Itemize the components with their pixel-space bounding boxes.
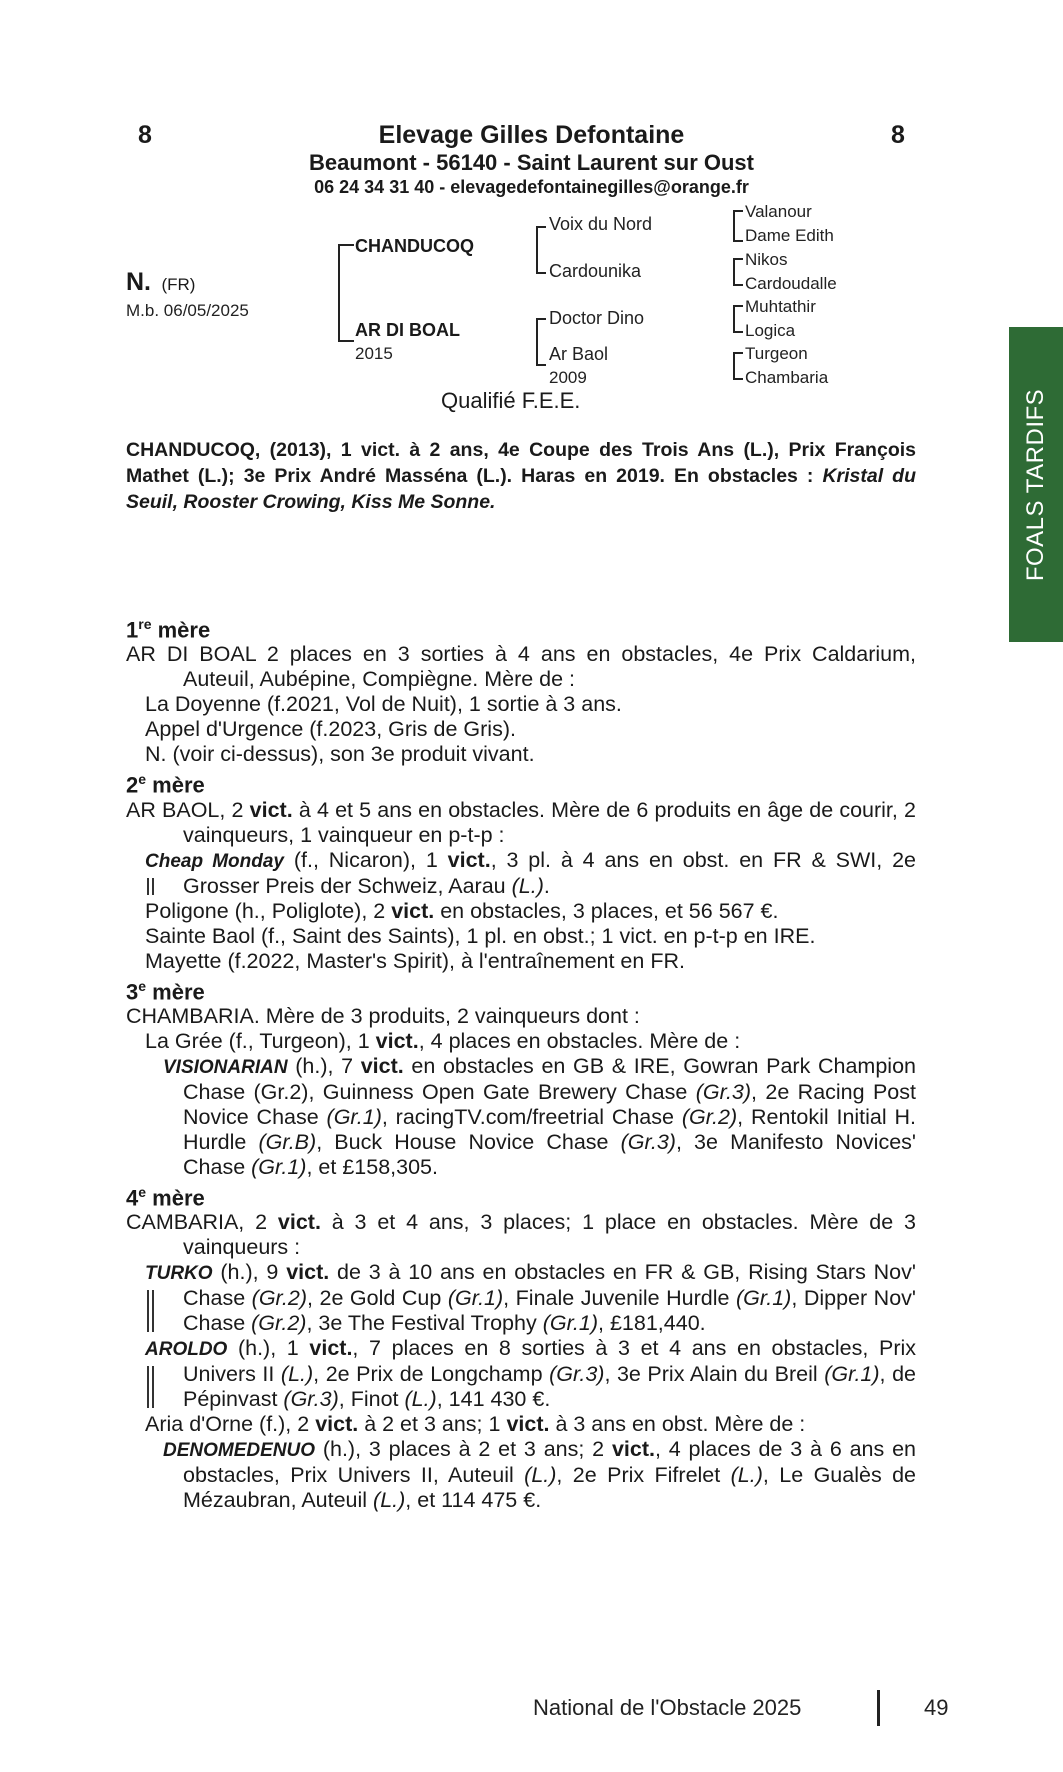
pedigree-g3-3: Nikos [745,250,788,269]
o-a: Aria d'Orne (f.), 2 [145,1412,316,1437]
g-i: , Rentokil Initial H. Hurdle [183,1104,916,1154]
dam2-heading [126,767,916,797]
a-c: , 7 places en 8 sorties à 3 et 4 ans en obstacles, Prix Univers II [183,1336,917,1387]
g-f: (Gr.1) [326,1104,382,1129]
pedigree-g3-8: Chambaria [745,368,829,387]
o-d: vict. [506,1412,550,1437]
horse-sex-dob: M.b. 06/05/2025 [126,301,249,320]
dam2-child-3: Sainte Baol (f., Saint des Saints), 1 pl. en obst.; 1 vict. en p-t-p en IRE. [145,923,816,948]
dam4-grandchild-denomedenuo [126,1437,916,1513]
dam2-text-a: AR BAOL, 2 [126,797,250,822]
dam3-child-1-a: La Grée (f., Turgeon), 1 [145,1028,376,1053]
sire-dam: Cardounika [549,261,642,281]
sire-summary-text: CHANDUCOQ, (2013), 1 vict. à 2 ans, 4e Coupe des Trois Ans (L.), Prix François Mathet (L.); 3e Prix André Masséna (L.). Haras en 2019. En obstacles : [126,439,916,487]
dam-year: 2015 [355,344,393,363]
dam3-child-1-c: , 4 places en obstacles. Mère de : [418,1028,741,1053]
t-g: , Finale Juvenile Hurdle [503,1286,736,1311]
dam2-child-1-name: Cheap Monday [145,850,284,872]
g-c: en obstacles en GB & IRE, Gowran Park Champion Chase (Gr.2), Guinness Open Gate Brewery Chase [183,1053,916,1104]
breeder-name: Elevage Gilles Defontaine [378,121,685,149]
dam3-heading [126,974,916,1004]
dam2-text-c: à 4 et 5 ans en obstacles. Mère de 6 produits en âge de courir, 2 vainqueurs, 1 vainqueur en p-t-p : [183,797,916,847]
aroldo-name: AROLDO [145,1339,228,1361]
breeder-contact: 06 24 34 31 40 - elevagedefontainegilles@orange.fr [314,177,749,197]
dam3-heading-sup: e [138,977,147,994]
g-g: , racingTV.com/freetrial Chase [381,1104,682,1129]
footer-title: National de l'Obstacle 2025 [533,1695,802,1720]
dam3-grandchild-1 [126,1054,916,1180]
dam4-child-aroldo [126,1336,916,1412]
t-c: de 3 à 10 ans en obstacles en FR & GB, Rising Stars Nov' Chase [183,1260,916,1311]
g-a: (h.), 7 [287,1053,361,1078]
dam4-text-a: CAMBARIA, 2 [126,1210,278,1235]
section-tab-label: FOALS TARDIFS [1022,388,1049,581]
t-m: , £181,440. [598,1311,706,1336]
d-a: (h.), 3 places à 2 et 3 ans; 2 [315,1437,612,1462]
t-i: , Dipper Nov' Chase [183,1286,917,1336]
a-j: (Gr.3) [283,1387,339,1412]
g-j: (Gr.B) [258,1129,317,1154]
g-n: (Gr.1) [251,1154,307,1179]
pedigree-bracket-1 [338,244,354,342]
footer-divider [877,1690,880,1726]
dam4-heading [126,1180,916,1210]
dam1-heading-word: mère [151,617,211,643]
sire-sire: Voix du Nord [549,214,653,234]
horse-country: (FR) [161,275,196,294]
g-o: , et £158,305. [306,1154,438,1179]
dam4-text [126,1210,916,1260]
d-i: , et 114 475 €. [405,1488,542,1513]
dam2-child-2-c: en obstacles, 3 places, et 56 567 €. [434,898,779,923]
pedigree-g3-4: Cardoudalle [745,274,837,293]
dam1-child-1: La Doyenne (f.2021, Vol de Nuit), 1 sortie à 3 ans. [145,692,622,717]
dam2-child-1-a: (f., Nicaron), 1 [284,847,448,872]
dam2-heading-word: mère [146,772,205,798]
dam2-child-4: Mayette (f.2022, Master's Spirit), à l'entraînement en FR. [145,948,685,973]
page-number: 49 [924,1695,949,1720]
dam2-child-2-a: Poligone (h., Poliglote), 2 [145,898,392,923]
d-g: , Le Gualès de Mézaubran, Auteuil [183,1463,917,1513]
dam2-child-1-d: (L.) [511,873,544,898]
dam3-child-1 [126,1029,916,1054]
a-i: , de Pépinvast [183,1362,916,1412]
denomedenuo-name: DENOMEDENUO [163,1440,316,1462]
pedigree-bracket-3d [733,352,743,380]
d-c: , 4 places de 3 à 6 ans en obstacles, Prix Univers II, Auteuil [183,1437,916,1488]
dam2-text-b: vict. [249,797,293,822]
dam2-child-2 [126,899,916,924]
breeder-address: Beaumont - 56140 - Saint Laurent sur Oust [309,150,754,175]
d-b: vict. [611,1437,655,1462]
pedigree-g3-5: Muhtathir [745,297,816,316]
g-b: vict. [360,1053,404,1078]
a-f: (Gr.3) [549,1362,605,1387]
o-b: vict. [315,1412,359,1437]
dam1-text: AR DI BOAL 2 places en 3 sorties à 4 ans en obstacles, 4e Prix Caldarium, Auteuil, Aubépine, Compiègne. Mère de : [126,642,916,692]
dam2-heading-num: 2 [126,772,139,798]
g-h: (Gr.2) [681,1104,738,1129]
dam3-grandchild-name: VISIONARIAN [163,1056,288,1078]
t-f: (Gr.1) [447,1286,504,1311]
dam3-text: CHAMBARIA. Mère de 3 produits, 2 vainqueurs dont : [126,1003,640,1028]
d-e: , 2e Prix Fifrelet [556,1463,731,1488]
dam4-heading-num: 4 [126,1185,139,1211]
pedigree-g3-1: Valanour [745,202,812,221]
horse-name: N. [126,268,151,296]
dam2-child-1-b: vict. [447,847,491,872]
a-k: , Finot [338,1387,405,1412]
family-section [126,612,916,1513]
t-a: (h.), 9 [212,1260,287,1285]
sire-summary [126,437,916,515]
dam2-text [126,798,916,848]
pedigree-g3-6: Logica [745,321,796,340]
a-a: (h.), 1 [227,1336,310,1361]
dam4-heading-word: mère [146,1185,205,1211]
pedigree-bracket-3c [733,305,743,333]
pedigree-g3-7: Turgeon [745,344,808,363]
lot-number-right: 8 [891,121,905,149]
o-e: à 3 ans en obst. Mère de : [549,1412,806,1437]
a-b: vict. [309,1336,353,1361]
a-h: (Gr.1) [824,1362,880,1387]
t-h: (Gr.1) [735,1286,792,1311]
dam2-heading-sup: e [138,771,147,788]
dam2-child-1 [126,848,916,899]
turko-name: TURKO [145,1263,213,1285]
a-l: (L.) [404,1387,437,1412]
lot-number-left: 8 [138,121,152,149]
dam2-child-2-b: vict. [391,898,435,923]
pedigree-g3-2: Dame Edith [745,226,834,245]
dam1-heading-sup: re [138,616,152,632]
horse-name-block [126,268,195,297]
g-l: (Gr.3) [620,1129,676,1154]
dam4-text-c: à 3 et 4 ans, 3 places; 1 place en obstacles. Mère de 3 vainqueurs : [183,1210,916,1260]
pedigree-bracket-3b [733,258,743,286]
o-c: à 2 et 3 ans; 1 [358,1412,507,1437]
dam1-child-2: Appel d'Urgence (f.2023, Gris de Gris). [145,717,516,742]
dam4-child-turko [126,1260,916,1336]
sire-name: CHANDUCOQ [355,236,474,256]
pedigree-bracket-3a [733,210,743,242]
sire-offspring: Kristal du Seuil, Rooster Crowing, Kiss Me Sonne. [126,465,916,513]
t-b: vict. [286,1260,330,1285]
dam4-text-b: vict. [277,1210,321,1235]
g-e: , 2e Racing Post Novice Chase [183,1079,916,1129]
dam2-child-1-c: , 3 pl. à 4 ans en obst. en FR & SWI, 2e Grosser Preis der Schweiz, Aarau [183,847,916,898]
dam4-heading-sup: e [138,1183,147,1200]
g-k: , Buck House Novice Chase [316,1129,621,1154]
pedigree-bracket-2a [536,226,546,274]
d-h: (L.) [373,1488,406,1513]
t-e: , 2e Gold Cup [307,1286,448,1311]
a-g: , 3e Prix Alain du Breil [604,1362,825,1387]
t-j: (Gr.2) [251,1311,307,1336]
dam2-child-1-e: . [543,873,550,898]
dam4-child-aria [126,1412,916,1437]
dam3-heading-num: 3 [126,978,139,1004]
dam-dam-year: 2009 [549,368,587,387]
g-m: , 3e Manifesto Novices' Chase [183,1129,917,1179]
a-d: (L.) [280,1362,314,1387]
t-l: (Gr.1) [542,1311,599,1336]
dam1-heading [126,612,916,642]
t-k: , 3e The Festival Trophy [306,1311,543,1336]
dam1-child-3: N. (voir ci-dessus), son 3e produit vivant. [145,742,535,767]
dam-sire: Doctor Dino [549,308,645,328]
d-f: (L.) [730,1463,763,1488]
qualified-label: Qualifié F.E.E. [441,388,581,413]
section-tab [1009,327,1063,642]
dam-name: AR DI BOAL [355,320,460,340]
t-d: (Gr.2) [251,1286,308,1311]
pedigree-bracket-2b [536,318,546,366]
a-m: , 141 430 €. [436,1387,551,1412]
a-e: , 2e Prix de Longchamp [313,1362,550,1387]
dam1-heading-num: 1 [126,617,139,643]
d-d: (L.) [524,1463,557,1488]
dam3-heading-word: mère [146,978,205,1004]
dam3-child-1-b: vict. [375,1028,419,1053]
dam-dam: Ar Baol [549,344,609,364]
g-d: (Gr.3) [695,1079,752,1104]
